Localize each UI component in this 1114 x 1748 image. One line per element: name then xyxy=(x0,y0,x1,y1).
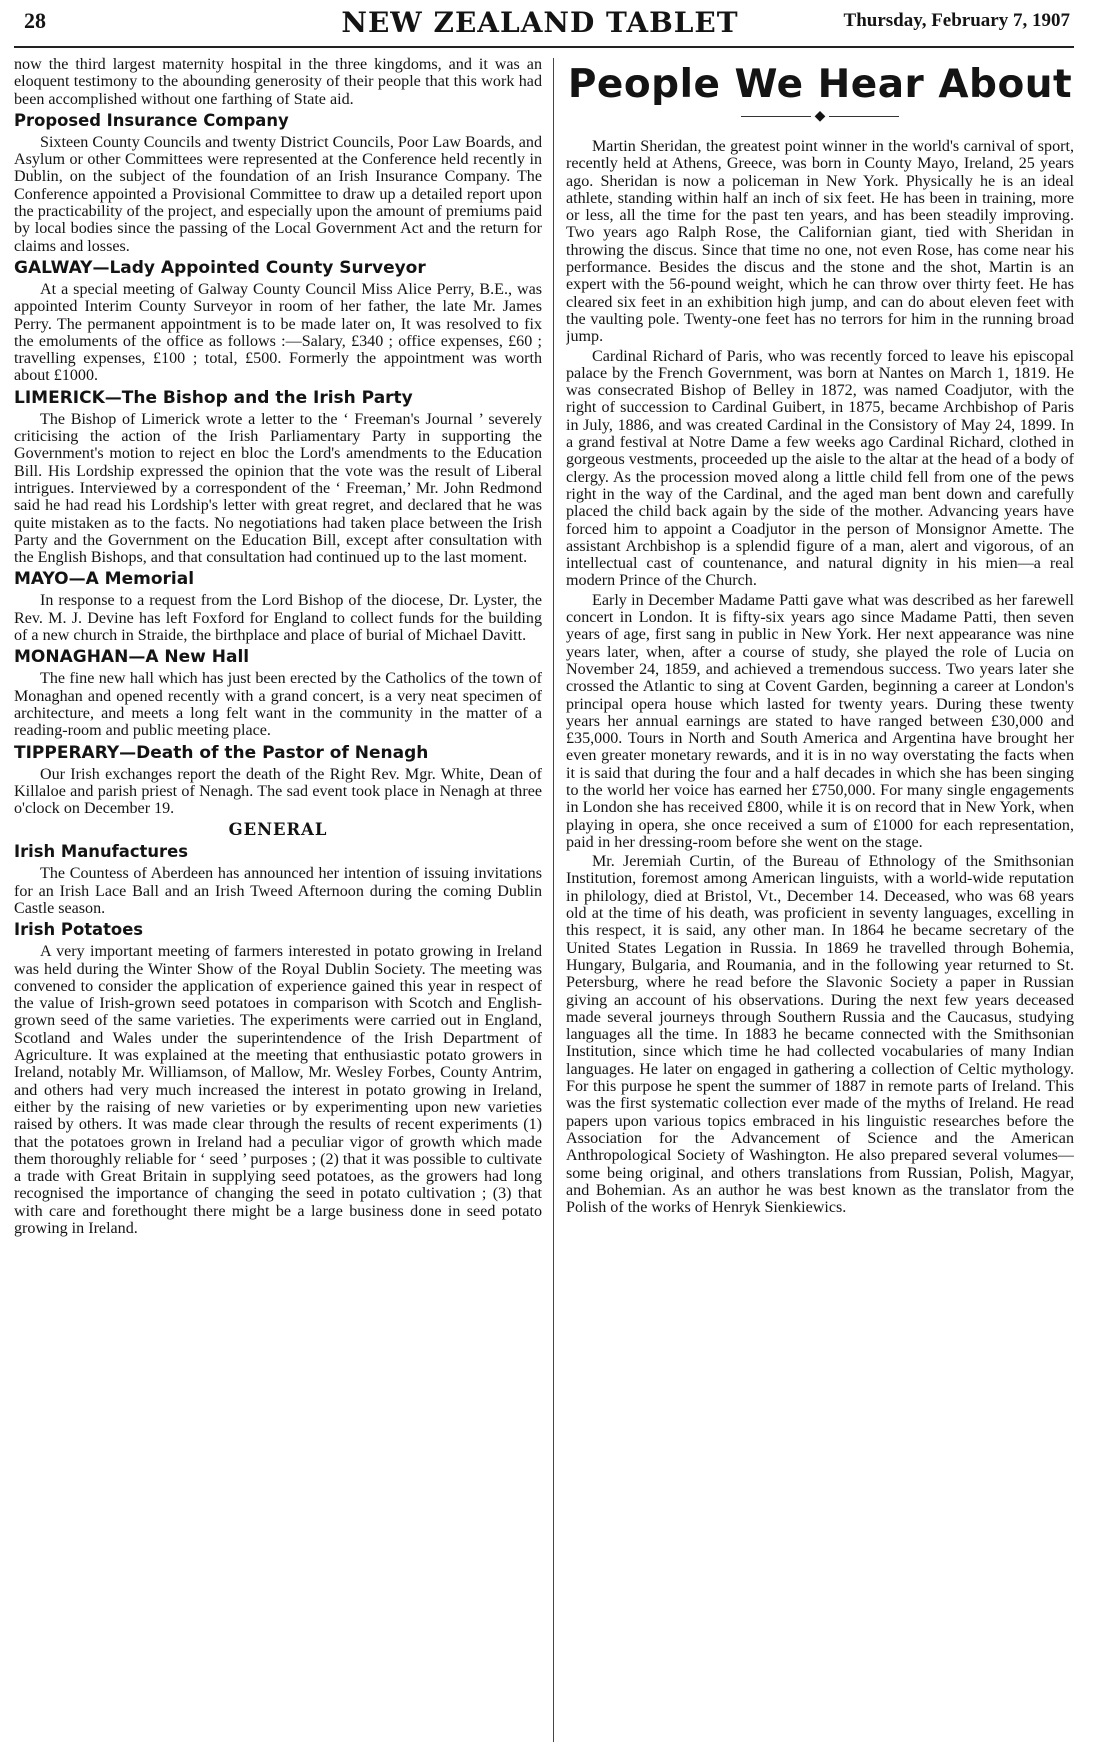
masthead xyxy=(10,4,1070,46)
monaghan-paragraph: The fine new hall which has just been erected by the Catholics of the town of Monaghan and opened recently with a grand concert, is a very neat specimen of architecture, and meets a long felt want in the community in the matter of a reading-room and public meeting place. xyxy=(14,670,542,740)
tipperary-paragraph: Our Irish exchanges report the death of the Right Rev. Mgr. White, Dean of Killaloe and parish priest of Nenagh. The sad event took place in Nenagh at three o'clock on December 19. xyxy=(14,765,542,818)
masthead-rule xyxy=(14,46,1074,48)
galway-heading: GALWAY—Lady Appointed County Surveyor xyxy=(14,257,426,278)
title-ornament xyxy=(566,110,1074,124)
sheridan-paragraph: Martin Sheridan, the greatest point winner in the world's carnival of sport, recently held at Athens, Greece, was born in County Mayo, Ireland, 25 years ago. Sheridan is now a policeman in New York. Physically he is an ideal athlete, standing within half an inch of six feet. He has been in training, more or less, all the time for the past ten years, and has been steadily improving. Two years ago Ralph Rose, the Californian giant, tied with Sheridan in throwing the discus. Since that time no one, not even Rose, has come near his performance. Besides the discus and the stone and the shot, Martin is an expert with the 56-pound weight, which he can throw over thirty feet. He has cleared six feet in an exhibition high jump, and can do about eleven feet with the vaulting pole. Twenty-one feet has no terrors for him in the running broad jump. xyxy=(566,138,1074,346)
ornament-line-left xyxy=(741,116,811,117)
insurance-heading: Proposed Insurance Company xyxy=(14,110,289,130)
mayo-paragraph: In response to a request from the Lord Bishop of the diocese, Dr. Lyster, the Rev. M. J. Devine has left Foxford for England to collect funds for the building of a new church in Straide, the birthplace and place of burial of Michael Davitt. xyxy=(14,592,542,645)
column-divider xyxy=(553,58,554,1742)
intro-paragraph: now the third largest maternity hospital in the three kingdoms, and it was an eloquent testimony to the abounding generosity of their people that this work had been accomplished without one farthing of State aid. xyxy=(14,56,542,108)
galway-paragraph: At a special meeting of Galway County Council Miss Alice Perry, B.E., was appointed Interim County Surveyor in room of her father, the late Mr. James Perry. The permanent appointment is to be made later on, It was resolved to fix the emoluments of the office as follows :—Salary, £340 ; office expenses, £60 ; travelling expenses, £100 ; total, £500. Formerly the appointment was worth about £1000. xyxy=(14,280,542,385)
publication-title: NEW ZEALAND TABLET xyxy=(341,6,739,39)
ornament-line-right xyxy=(829,116,899,117)
limerick-heading: LIMERICK—The Bishop and the Irish Party xyxy=(14,387,413,408)
manufactures-heading: Irish Manufactures xyxy=(14,842,189,862)
page-number: 28 xyxy=(24,8,46,33)
general-heading: GENERAL xyxy=(228,820,328,840)
left-column xyxy=(14,56,542,1744)
people-we-hear-about-title: People We Hear About xyxy=(567,62,1073,107)
mayo-heading: MAYO—A Memorial xyxy=(14,569,195,590)
right-column xyxy=(566,56,1074,1744)
patti-paragraph: Early in December Madame Patti gave what was described as her farewell concert in London. It is fifty-six years ago since Madame Patti, then seven years of age, first sang in public in New York. Her next appearance was nine years later, when, after a course of study, she played the role of Lucia on November 24, 1859, and achieved a tremendous success. Two years later she crossed the Atlantic to sing at Covent Garden, beginning a career at London's principal opera house which lasted for twenty years. During these twenty years her annual earnings are stated to have ranged between £30,000 and £35,000. Tours in North and South America and Argentina have brought her even greater monetary rewards, and it is in no way overstating the facts when it is said that during the four and a half decades in which she has been singing to the world her voice has earned her £750,000. For many single engagements in London she has received £800, while it is on record that in New York, when playing in opera, she once received a sum of £1000 for each representation, paid in her dressing-room before she went on the stage. xyxy=(566,591,1074,851)
curtin-paragraph: Mr. Jeremiah Curtin, of the Bureau of Ethnology of the Smithsonian Institution, foremost among American linguists, with a world-wide reputation in philology, died at Bristol, Vt., December 14. Deceased, who was 68 years old at the time of his death, was proficient in seventy languages, excelling in this respect, it is said, any other man. In 1864 he became secretary of the United States Legation in Russia. In 1869 he travelled through Bohemia, Hungary, Bulgaria, and Roumania, and in the following year returned to St. Petersburg, where he read before the Slavonic Society a paper in Russian giving an account of his observations. During the next few years deceased made several journeys through Southern Russia and the Caucasus, studying languages all the time. In 1883 he became connected with the Smithsonian Institution, since which time he had collected vocabularies of many Indian languages. He later on engaged in gathering a collection of Celtic mythology. For this purpose he spent the summer of 1887 in remote parts of Ireland. This was the first systematic collection ever made of the myths of Ireland. He read papers upon various topics embraced in his linguistic researches before the Association for the Advancement of Science and the American Anthropological Society of Washington. He also prepared several volumes—some being original, and others translations from Russian, Polish, Magyar, and Bohemian. As an author he was best known as the translator from the Polish of the works of Henryk Sienkiewics. xyxy=(566,853,1074,1217)
cardinal-richard-paragraph: Cardinal Richard of Paris, who was recently forced to leave his episcopal palace by the French Government, was born at Nantes on March 1, 1819. He was consecrated Bishop of Belley in 1872, was named Coadjutor, with the right of succession to Cardinal Guibert, in 1875, became Archbishop of Paris in July, 1886, and was created Cardinal in the Consistory of May 24, 1899. In a grand festival at Notre Dame a few weeks ago Cardinal Richard, clothed in gorgeous vestments, proceeded up the aisle to the altar at the head of a body of clergy. As the procession moved along a little child fell from one of the pews right in the way of the Cardinal, and the aged man bent down and carefully placed the child back again by the side of the mother. Advancing years have forced him to appoint a Coadjutor in the person of Monsignor Amette. The assistant Archbishop is a splendid figure of a man, alert and vigorous, of an intellectual cast of countenance, and natural dignity in his mien—a real modern Prince of the Church. xyxy=(566,347,1074,590)
monaghan-heading: MONAGHAN—A New Hall xyxy=(14,647,250,668)
potatoes-heading: Irish Potatoes xyxy=(14,920,144,940)
tipperary-heading: TIPPERARY—Death of the Pastor of Nenagh xyxy=(14,742,429,763)
issue-date: Thursday, February 7, 1907 xyxy=(843,10,1070,31)
potatoes-paragraph: A very important meeting of farmers interested in potato growing in Ireland was held during the Winter Show of the Royal Dublin Society. The meeting was convened to consider the application of experience gained this year in respect of the value of Irish-grown seed potatoes in comparison with Scotch and English-grown seed of the same varieties. The experiments were carried out in England, Scotland and Wales under the superintendence of the Irish Department of Agriculture. It was explained at the meeting that enthusiastic potato growers in Ireland, notably Mr. Williamson, of Mallow, Mr. Wesley Forbes, County Antrim, and others had very much increased the interest in potato growing in Ireland, either by the raising of new varieties or by experimenting upon new varieties raised by others. It was made clear through the results of recent experiments (1) that the potatoes grown in Ireland had a peculiar vigor of growth which made them thoroughly reliable for ‘ seed ’ purposes ; (2) that it was possible to cultivate a trade with Great Britain in supplying seed potatoes, as the growers had long recognised the importance of changing the seed in potato cultivation ; (3) that with care and forethought there might be a large business done in seed potato growing in Ireland. xyxy=(14,943,542,1238)
manufactures-paragraph: The Countess of Aberdeen has announced her intention of issuing invitations for an Irish Lace Ball and an Irish Tweed Afternoon during the coming Dublin Castle season. xyxy=(14,865,542,917)
diamond-icon: ◆ xyxy=(814,109,826,124)
limerick-paragraph: The Bishop of Limerick wrote a letter to the ‘ Freeman's Journal ’ severely criticising the action of the Irish Parliamentary Party in supporting the Government's motion to reject en bloc the Lord's amendments to the Education Bill. His Lordship expressed the opinion that the vote was the result of Liberal intrigues. Interviewed by a correspondent of the ‘ Freeman,’ Mr. John Redmond said he had read his Lordship's letter with great regret, and declared that he was quite mistaken as to the facts. No negotiations had taken place between the Irish Party and the Government on the Education Bill, except after consultation with the English Bishops, and that consultation had continued up to the last moment. xyxy=(14,410,542,567)
insurance-paragraph: Sixteen County Councils and twenty District Councils, Poor Law Boards, and Asylum or other Committees were represented at the Conference held recently in Dublin, on the subject of the foundation of an Irish Insurance Company. The Conference appointed a Provisional Committee to draw up a detailed report upon the practicability of the project, and especially upon the amount of premiums paid by local bodies since the passing of the Local Government Act and the return for claims and losses. xyxy=(14,133,542,255)
